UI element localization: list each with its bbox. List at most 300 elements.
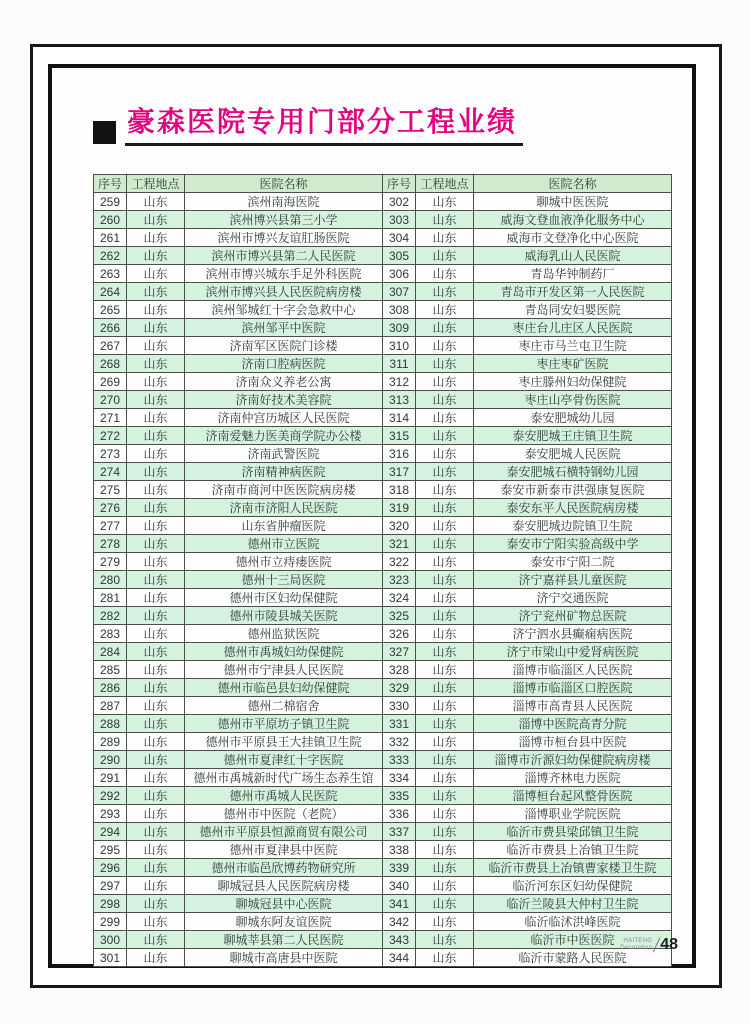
serial-cell: 301	[94, 949, 127, 967]
location-cell: 山东	[127, 859, 185, 877]
hospital-cell: 德州市区妇幼保健院	[185, 589, 383, 607]
location-cell: 山东	[127, 553, 185, 571]
hospital-cell: 滨州市博兴县第二人民医院	[185, 247, 383, 265]
location-cell: 山东	[416, 517, 474, 535]
location-cell: 山东	[127, 949, 185, 967]
serial-cell: 276	[94, 499, 127, 517]
table-row	[94, 661, 672, 679]
serial-cell: 304	[383, 229, 416, 247]
location-cell: 山东	[127, 373, 185, 391]
hospital-cell: 聊城市高唐县中医院	[185, 949, 383, 967]
table-row	[94, 265, 672, 283]
table-row	[94, 283, 672, 301]
serial-cell: 271	[94, 409, 127, 427]
serial-cell: 314	[383, 409, 416, 427]
hospital-cell: 德州市平原县王大挂镇卫生院	[185, 733, 383, 751]
hospital-cell: 聊城冠县人民医院病房楼	[185, 877, 383, 895]
location-cell: 山东	[127, 265, 185, 283]
table-row	[94, 553, 672, 571]
hospital-cell: 德州市平原县恒源商贸有限公司	[185, 823, 383, 841]
hospital-cell: 滨州南海医院	[185, 193, 383, 211]
serial-cell: 324	[383, 589, 416, 607]
location-cell: 山东	[416, 463, 474, 481]
table-row	[94, 463, 672, 481]
header-location-right: 工程地点	[416, 175, 474, 193]
serial-cell: 310	[383, 337, 416, 355]
hospital-cell: 临沂市费县上冶镇曹家楼卫生院	[474, 859, 672, 877]
project-records-table	[93, 174, 672, 967]
hospital-cell: 德州市临邑县妇幼保健院	[185, 679, 383, 697]
hospital-cell: 泰安肥城边院镇卫生院	[474, 517, 672, 535]
table-row	[94, 571, 672, 589]
serial-cell: 341	[383, 895, 416, 913]
serial-cell: 273	[94, 445, 127, 463]
hospital-cell: 淄博市沂源妇幼保健院病房楼	[474, 751, 672, 769]
location-cell: 山东	[127, 913, 185, 931]
serial-cell: 288	[94, 715, 127, 733]
hospital-cell: 德州市夏津红十字医院	[185, 751, 383, 769]
serial-cell: 263	[94, 265, 127, 283]
hospital-cell: 临沂兰陵县大仲村卫生院	[474, 895, 672, 913]
location-cell: 山东	[127, 607, 185, 625]
table-row	[94, 733, 672, 751]
hospital-cell: 淄博桓台起风整骨医院	[474, 787, 672, 805]
table-row	[94, 625, 672, 643]
hospital-cell: 青岛同安妇婴医院	[474, 301, 672, 319]
location-cell: 山东	[127, 679, 185, 697]
serial-cell: 309	[383, 319, 416, 337]
serial-cell: 319	[383, 499, 416, 517]
location-cell: 山东	[127, 283, 185, 301]
serial-cell: 300	[94, 931, 127, 949]
hospital-cell: 山东省肿瘤医院	[185, 517, 383, 535]
hospital-cell: 淄博市桓台县中医院	[474, 733, 672, 751]
hospital-cell: 德州市禹城新时代广场生态养生馆	[185, 769, 383, 787]
location-cell: 山东	[127, 715, 185, 733]
serial-cell: 290	[94, 751, 127, 769]
serial-cell: 298	[94, 895, 127, 913]
serial-cell: 262	[94, 247, 127, 265]
header-hospital-right: 医院名称	[474, 175, 672, 193]
hospital-cell: 滨州市博兴城东手足外科医院	[185, 265, 383, 283]
table-row	[94, 337, 672, 355]
hospital-cell: 泰安东平人民医院病房楼	[474, 499, 672, 517]
serial-cell: 336	[383, 805, 416, 823]
location-cell: 山东	[416, 283, 474, 301]
hospital-cell: 德州市禹城妇幼保健院	[185, 643, 383, 661]
serial-cell: 280	[94, 571, 127, 589]
hospital-cell: 德州市宁津县人民医院	[185, 661, 383, 679]
serial-cell: 335	[383, 787, 416, 805]
hospital-cell: 青岛华钟制药厂	[474, 265, 672, 283]
hospital-cell: 临沂市费县梁邱镇卫生院	[474, 823, 672, 841]
serial-cell: 278	[94, 535, 127, 553]
hospital-cell: 德州市立医院	[185, 535, 383, 553]
serial-cell: 326	[383, 625, 416, 643]
table-row	[94, 517, 672, 535]
location-cell: 山东	[127, 301, 185, 319]
table-row	[94, 373, 672, 391]
serial-cell: 322	[383, 553, 416, 571]
header-location-left: 工程地点	[127, 175, 185, 193]
serial-cell: 261	[94, 229, 127, 247]
hospital-cell: 威海文登血液净化服务中心	[474, 211, 672, 229]
location-cell: 山东	[416, 229, 474, 247]
location-cell: 山东	[416, 715, 474, 733]
hospital-cell: 泰安市宁阳实验高级中学	[474, 535, 672, 553]
location-cell: 山东	[127, 787, 185, 805]
table-row	[94, 319, 672, 337]
location-cell: 山东	[416, 751, 474, 769]
location-cell: 山东	[127, 517, 185, 535]
hospital-cell: 临沂河东区妇幼保健院	[474, 877, 672, 895]
location-cell: 山东	[127, 931, 185, 949]
table-row	[94, 823, 672, 841]
serial-cell: 293	[94, 805, 127, 823]
hospital-cell: 泰安肥城王庄镇卫生院	[474, 427, 672, 445]
hospital-cell: 临沂市中医医院	[474, 931, 672, 949]
serial-cell: 327	[383, 643, 416, 661]
serial-cell: 284	[94, 643, 127, 661]
location-cell: 山东	[127, 589, 185, 607]
hospital-cell: 泰安肥城石横特钢幼儿园	[474, 463, 672, 481]
serial-cell: 299	[94, 913, 127, 931]
serial-cell: 321	[383, 535, 416, 553]
serial-cell: 303	[383, 211, 416, 229]
location-cell: 山东	[127, 769, 185, 787]
hospital-cell: 威海乳山人民医院	[474, 247, 672, 265]
serial-cell: 270	[94, 391, 127, 409]
serial-cell: 333	[383, 751, 416, 769]
location-cell: 山东	[416, 391, 474, 409]
serial-cell: 332	[383, 733, 416, 751]
table-header-row	[94, 175, 672, 193]
hospital-cell: 滨州邹城红十字会急救中心	[185, 301, 383, 319]
hospital-cell: 济南市济阳人民医院	[185, 499, 383, 517]
location-cell: 山东	[416, 859, 474, 877]
serial-cell: 302	[383, 193, 416, 211]
location-cell: 山东	[127, 823, 185, 841]
serial-cell: 264	[94, 283, 127, 301]
location-cell: 山东	[416, 895, 474, 913]
serial-cell: 334	[383, 769, 416, 787]
table-row	[94, 607, 672, 625]
location-cell: 山东	[127, 211, 185, 229]
brand-line2: Decoration	[620, 945, 653, 951]
hospital-cell: 济宁嘉祥县儿童医院	[474, 571, 672, 589]
serial-cell: 265	[94, 301, 127, 319]
serial-cell: 266	[94, 319, 127, 337]
hospital-cell: 济宁市梁山中爱肾病医院	[474, 643, 672, 661]
location-cell: 山东	[127, 229, 185, 247]
hospital-cell: 枣庄台儿庄区人民医院	[474, 319, 672, 337]
serial-cell: 317	[383, 463, 416, 481]
serial-cell: 285	[94, 661, 127, 679]
hospital-cell: 淄博齐林电力医院	[474, 769, 672, 787]
location-cell: 山东	[127, 535, 185, 553]
location-cell: 山东	[416, 877, 474, 895]
table-row	[94, 787, 672, 805]
serial-cell: 318	[383, 481, 416, 499]
location-cell: 山东	[416, 301, 474, 319]
location-cell: 山东	[416, 697, 474, 715]
location-cell: 山东	[416, 949, 474, 967]
hospital-cell: 济南武警医院	[185, 445, 383, 463]
location-cell: 山东	[416, 553, 474, 571]
hospital-cell: 济宁交通医院	[474, 589, 672, 607]
hospital-cell: 德州市平原坊子镇卫生院	[185, 715, 383, 733]
table-row	[94, 805, 672, 823]
serial-cell: 316	[383, 445, 416, 463]
hospital-cell: 泰安市新泰市洪强康复医院	[474, 481, 672, 499]
location-cell: 山东	[127, 391, 185, 409]
serial-cell: 325	[383, 607, 416, 625]
location-cell: 山东	[416, 247, 474, 265]
hospital-cell: 德州市禹城人民医院	[185, 787, 383, 805]
table-row	[94, 301, 672, 319]
hospital-cell: 济南爱魅力医美商学院办公楼	[185, 427, 383, 445]
title-block	[93, 106, 523, 146]
table-row	[94, 409, 672, 427]
location-cell: 山东	[416, 373, 474, 391]
hospital-cell: 泰安市宁阳二院	[474, 553, 672, 571]
location-cell: 山东	[127, 427, 185, 445]
hospital-cell: 聊城冠县中心医院	[185, 895, 383, 913]
serial-cell: 306	[383, 265, 416, 283]
hospital-cell: 聊城莘县第二人民医院	[185, 931, 383, 949]
location-cell: 山东	[416, 769, 474, 787]
table-row	[94, 859, 672, 877]
serial-cell: 281	[94, 589, 127, 607]
hospital-cell: 淄博中医院高青分院	[474, 715, 672, 733]
serial-cell: 259	[94, 193, 127, 211]
hospital-cell: 淄博职业学院医院	[474, 805, 672, 823]
location-cell: 山东	[416, 409, 474, 427]
location-cell: 山东	[416, 481, 474, 499]
location-cell: 山东	[127, 841, 185, 859]
hospital-cell: 枣庄枣矿医院	[474, 355, 672, 373]
serial-cell: 342	[383, 913, 416, 931]
location-cell: 山东	[127, 571, 185, 589]
location-cell: 山东	[127, 697, 185, 715]
location-cell: 山东	[416, 805, 474, 823]
location-cell: 山东	[127, 481, 185, 499]
location-cell: 山东	[416, 535, 474, 553]
hospital-cell: 枣庄山亭骨伤医院	[474, 391, 672, 409]
hospital-cell: 济南口腔病医院	[185, 355, 383, 373]
table-row	[94, 715, 672, 733]
page-outer-frame	[30, 44, 722, 988]
hospital-cell: 临沂市蒙路人民医院	[474, 949, 672, 967]
location-cell: 山东	[416, 787, 474, 805]
table-row	[94, 391, 672, 409]
table-row	[94, 499, 672, 517]
location-cell: 山东	[416, 337, 474, 355]
hospital-cell: 聊城东阿友谊医院	[185, 913, 383, 931]
table-row	[94, 193, 672, 211]
serial-cell: 260	[94, 211, 127, 229]
serial-cell: 294	[94, 823, 127, 841]
hospital-cell: 淄博市临淄区口腔医院	[474, 679, 672, 697]
serial-cell: 282	[94, 607, 127, 625]
location-cell: 山东	[127, 409, 185, 427]
table-row	[94, 751, 672, 769]
serial-cell: 283	[94, 625, 127, 643]
page-title: 豪森医院专用门部分工程业绩	[125, 106, 523, 146]
hospital-cell: 泰安肥城幼儿园	[474, 409, 672, 427]
location-cell: 山东	[127, 625, 185, 643]
hospital-cell: 济宁兖州矿物总医院	[474, 607, 672, 625]
table-row	[94, 229, 672, 247]
serial-cell: 338	[383, 841, 416, 859]
hospital-cell: 德州监狱医院	[185, 625, 383, 643]
hospital-cell: 泰安肥城人民医院	[474, 445, 672, 463]
serial-cell: 307	[383, 283, 416, 301]
serial-cell: 286	[94, 679, 127, 697]
hospital-cell: 德州市陵县城关医院	[185, 607, 383, 625]
location-cell: 山东	[127, 499, 185, 517]
location-cell: 山东	[127, 337, 185, 355]
hospital-cell: 淄博市高青县人民医院	[474, 697, 672, 715]
table-row	[94, 247, 672, 265]
serial-cell: 279	[94, 553, 127, 571]
hospital-cell: 德州市夏津县中医院	[185, 841, 383, 859]
serial-cell: 296	[94, 859, 127, 877]
hospital-cell: 济南众义养老公寓	[185, 373, 383, 391]
table-row	[94, 769, 672, 787]
hospital-cell: 济南市商河中医医院病房楼	[185, 481, 383, 499]
location-cell: 山东	[416, 589, 474, 607]
table-row	[94, 481, 672, 499]
serial-cell: 272	[94, 427, 127, 445]
table-row	[94, 445, 672, 463]
location-cell: 山东	[127, 877, 185, 895]
hospital-cell: 淄博市临淄区人民医院	[474, 661, 672, 679]
hospital-cell: 济南精神病医院	[185, 463, 383, 481]
page-number: 48	[660, 936, 678, 953]
serial-cell: 268	[94, 355, 127, 373]
location-cell: 山东	[127, 445, 185, 463]
hospital-cell: 济南好技术美容院	[185, 391, 383, 409]
location-cell: 山东	[416, 661, 474, 679]
serial-cell: 329	[383, 679, 416, 697]
location-cell: 山东	[127, 733, 185, 751]
serial-cell: 267	[94, 337, 127, 355]
location-cell: 山东	[416, 931, 474, 949]
hospital-cell: 济宁泗水县癫痫病医院	[474, 625, 672, 643]
brand-text	[620, 938, 652, 952]
location-cell: 山东	[127, 319, 185, 337]
serial-cell: 287	[94, 697, 127, 715]
hospital-cell: 德州市中医院（老院）	[185, 805, 383, 823]
location-cell: 山东	[416, 193, 474, 211]
table-row	[94, 535, 672, 553]
location-cell: 山东	[416, 499, 474, 517]
location-cell: 山东	[416, 643, 474, 661]
location-cell: 山东	[416, 841, 474, 859]
table-row	[94, 877, 672, 895]
serial-cell: 343	[383, 931, 416, 949]
serial-cell: 313	[383, 391, 416, 409]
serial-cell: 328	[383, 661, 416, 679]
hospital-cell: 德州二棉宿舍	[185, 697, 383, 715]
location-cell: 山东	[416, 913, 474, 931]
location-cell: 山东	[127, 895, 185, 913]
serial-cell: 305	[383, 247, 416, 265]
hospital-cell: 济南军区医院门诊楼	[185, 337, 383, 355]
serial-cell: 289	[94, 733, 127, 751]
hospital-cell: 枣庄滕州妇幼保健院	[474, 373, 672, 391]
location-cell: 山东	[416, 733, 474, 751]
serial-cell: 269	[94, 373, 127, 391]
hospital-cell: 德州市立痔瘘医院	[185, 553, 383, 571]
header-hospital-left: 医院名称	[185, 175, 383, 193]
location-cell: 山东	[127, 193, 185, 211]
location-cell: 山东	[416, 607, 474, 625]
location-cell: 山东	[127, 661, 185, 679]
serial-cell: 292	[94, 787, 127, 805]
location-cell: 山东	[127, 247, 185, 265]
table-row	[94, 211, 672, 229]
serial-cell: 291	[94, 769, 127, 787]
table-row	[94, 355, 672, 373]
hospital-cell: 滨州博兴县第三小学	[185, 211, 383, 229]
serial-cell: 274	[94, 463, 127, 481]
serial-cell: 277	[94, 517, 127, 535]
serial-cell: 323	[383, 571, 416, 589]
serial-cell: 340	[383, 877, 416, 895]
table-row	[94, 913, 672, 931]
table-row	[94, 643, 672, 661]
hospital-cell: 德州市临邑欣博药物研究所	[185, 859, 383, 877]
hospital-cell: 枣庄市马兰屯卫生院	[474, 337, 672, 355]
hospital-cell: 青岛市开发区第一人民医院	[474, 283, 672, 301]
location-cell: 山东	[127, 805, 185, 823]
location-cell: 山东	[416, 427, 474, 445]
location-cell: 山东	[416, 319, 474, 337]
location-cell: 山东	[416, 625, 474, 643]
table-row	[94, 895, 672, 913]
serial-cell: 320	[383, 517, 416, 535]
serial-cell: 308	[383, 301, 416, 319]
location-cell: 山东	[127, 751, 185, 769]
footer-mark	[620, 936, 678, 954]
hospital-cell: 聊城中医医院	[474, 193, 672, 211]
serial-cell: 330	[383, 697, 416, 715]
header-serial-left: 序号	[94, 175, 127, 193]
hospital-cell: 临沂临沭洪峰医院	[474, 913, 672, 931]
table-row	[94, 949, 672, 967]
serial-cell: 311	[383, 355, 416, 373]
location-cell: 山东	[127, 643, 185, 661]
hospital-cell: 滨州邹平中医院	[185, 319, 383, 337]
location-cell: 山东	[416, 211, 474, 229]
hospital-cell: 临沂市费县上冶镇卫生院	[474, 841, 672, 859]
brand-line1: HAITENG	[623, 937, 653, 944]
title-bullet-square	[93, 121, 116, 144]
table-row	[94, 589, 672, 607]
serial-cell: 344	[383, 949, 416, 967]
serial-cell: 312	[383, 373, 416, 391]
location-cell: 山东	[416, 679, 474, 697]
location-cell: 山东	[416, 265, 474, 283]
hospital-cell: 济南仲宫历城区人民医院	[185, 409, 383, 427]
table-row	[94, 697, 672, 715]
location-cell: 山东	[416, 355, 474, 373]
location-cell: 山东	[127, 463, 185, 481]
serial-cell: 315	[383, 427, 416, 445]
serial-cell: 275	[94, 481, 127, 499]
